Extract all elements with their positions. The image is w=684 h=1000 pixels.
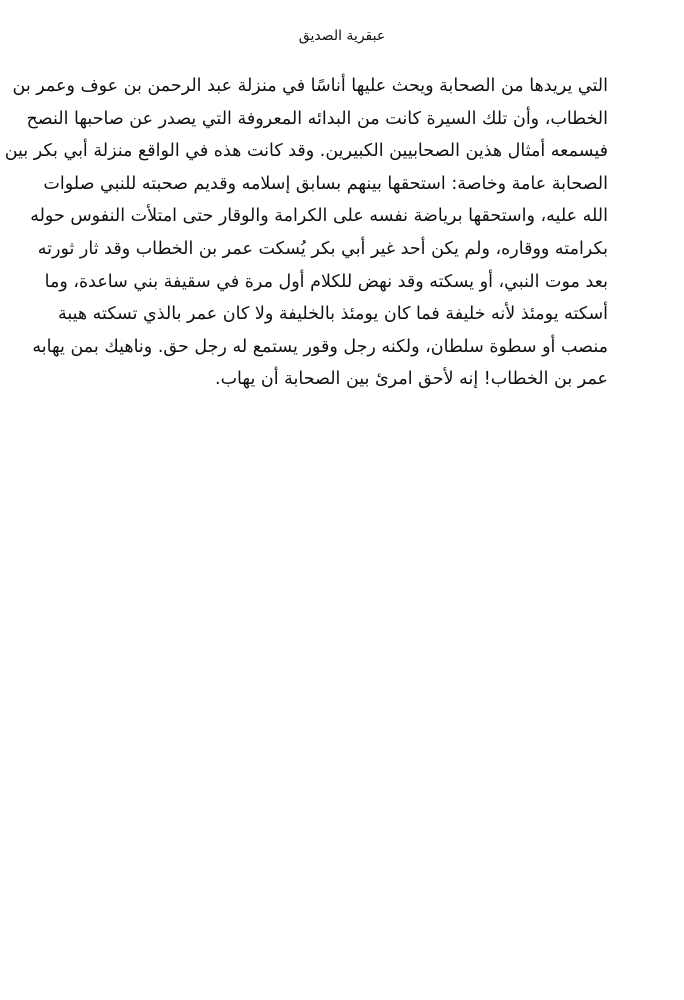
text-line: فيسمعه أمثال هذين الصحابيين الكبيرين. وقد كانت هذه في الواقع منزلة أبي بكر بين <box>4 141 608 162</box>
text-line: أسكته يومئذ لأنه خليفة فما كان يومئذ بالخليفة ولا كان عمر بالذي تسكته هيبة <box>57 304 608 325</box>
text-line: التي يريدها من الصحابة ويحث عليها أناسًا في منزلة عبد الرحمن بن عوف وعمر بن <box>12 76 608 96</box>
running-title: عبقرية الصديق <box>298 28 386 44</box>
text-line: الخطاب، وأن تلك السيرة كانت من البدائه المعروفة التي يصدر عن صاحبها النصح <box>26 108 608 129</box>
page-header <box>0 26 684 46</box>
text-line: الصحابة عامة وخاصة: استحقها بينهم بسابق إسلامه وقديم صحبته للنبي صلوات <box>43 173 608 194</box>
text-line: بكرامته ووقاره، ولم يكن أحد غير أبي بكر يُسكت عمر بن الخطاب وقد ثار ثورته <box>37 238 608 259</box>
text-line: منصب أو سطوة سلطان، ولكنه رجل وقور يستمع له رجل حق. وناهيك بمن يهابه <box>32 336 608 357</box>
text-line: عمر بن الخطاب! إنه لأحق امرئ بين الصحابة أن يهاب. <box>215 369 608 390</box>
page-body <box>4 70 608 396</box>
text-line: الله عليه، واستحقها برياضة نفسه على الكرامة والوقار حتى امتلأت النفوس حوله <box>30 206 608 227</box>
text-line: بعد موت النبي، أو يسكته وقد نهض للكلام أول مرة في سقيفة بني ساعدة، وما <box>44 271 608 292</box>
